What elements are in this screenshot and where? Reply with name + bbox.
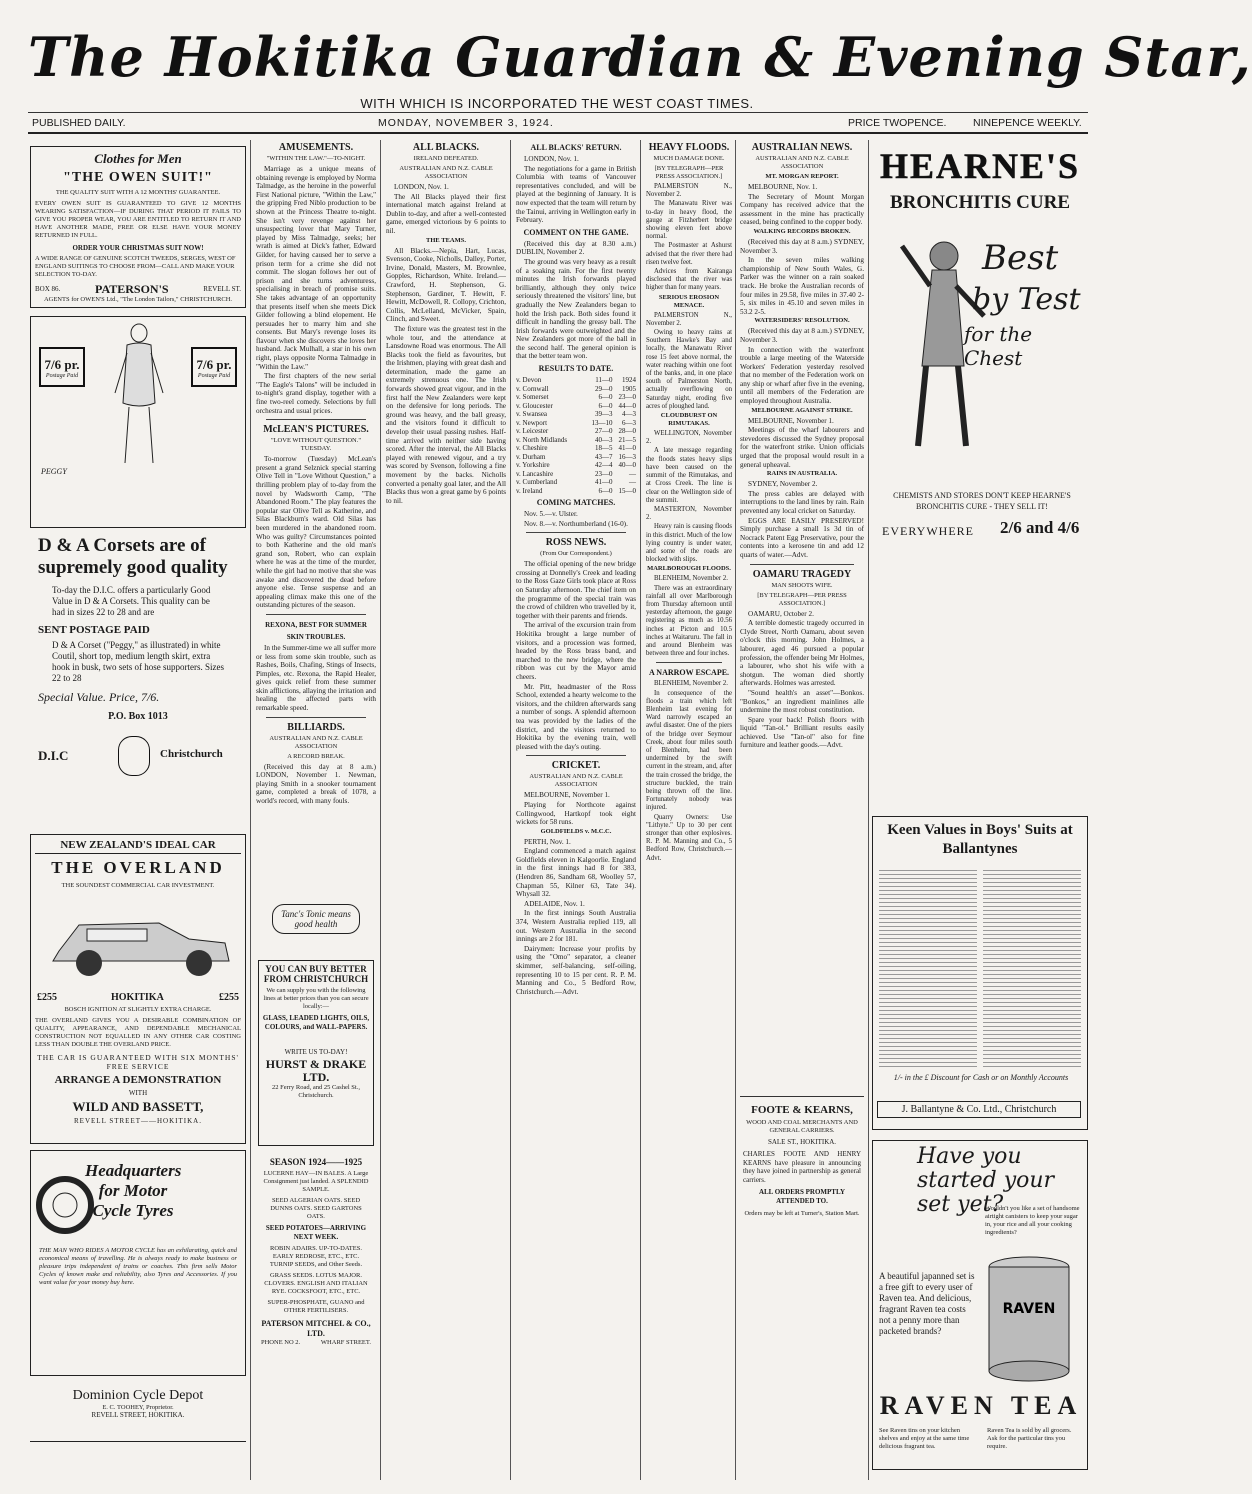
hearnes-price: 2/6 and 4/6 [1000,518,1080,537]
foote-body: CHARLES FOOTE AND HENRY KEARNS have pleasure in announcing they have joined in partnership as general carriers. [743,1150,861,1184]
floods-p10: A late message regarding the floods states heavy slips have been caused on the summit of the Rimutakas, and at Cross Creek. The line is clear on the Wellington side of the summit. [646,447,732,504]
aus-p8: (Received this day at 8 a.m.) SYDNEY, November 3. [740,327,864,344]
ross-sub: (From Our Correspondent.) [540,550,612,558]
coming-heading: COMING MATCHES. [536,498,616,508]
corset-postage-right: Postage Paid [197,373,231,379]
oamaru-p2: A terrible domestic tragedy occurred in Clyde Street, North Oamaru, about seven o'clock this morning. John Holmes, a labourer, aged 46 pursued a popular profession, the offender being Mr Holmes, a labourer, who shot his wife with a shotgun. The woman died shortly afterwards. Holmes was arrested. [740,619,864,688]
car-illustration-icon [39,895,239,981]
ballantyne-headline: Keen Values in Boys' Suits at Ballantynes [887,822,1073,857]
seed-potatoes: SEED POTATOES—ARRIVING NEXT WEEK. [265,1224,367,1241]
results-cell: v. North Midlands [516,435,568,444]
results-cell: 28—0 [618,427,636,436]
floods-p14: BLENHEIM, November 2. [654,575,728,583]
results-cell: 1924 [622,376,636,385]
overland-with: WITH [128,1089,148,1097]
all-blacks-column [386,140,506,1480]
billiards-cable: AUSTRALIAN AND N.Z. CABLE ASSOCIATION [269,734,363,750]
oamaru-telegraph: [BY TELEGRAPH—PER PRESS ASSOCIATION.] [757,591,847,607]
aus-p2: MELBOURNE, Nov. 1. [748,183,818,191]
floods-p11: MASTERTON, November 2. [646,505,732,522]
overland-price-left: £255 [37,992,57,1003]
results-cell: 41—0 [618,444,636,453]
coming-1: Nov. 5.—v. Ulster. [524,510,578,519]
results-cell: 41—0 [595,478,613,487]
ross-p3: Mr. Pitt, headmaster of the Ross School, extended a hearty welcome to the visitors, and the children afterwards sang a number of songs. A splendid afternoon tea was provided by the ladies of the district, and the visitors returned to Hokitika by the evening train, well pleased with the day's outing. [516,682,636,751]
aus-p15: The press cables are delayed with interruptions to the land lines by rain. Rain prevented any local cricket on Saturday. [740,489,864,515]
floods-heading: HEAVY FLOODS. [648,142,730,153]
overland-hokitika: HOKITIKA [111,992,164,1003]
oamaru-p3: "Sound health's an asset"—Bonkos. "Bonkos," an ingredient mainlines alle undermine the most robust constitution. [740,688,864,715]
omo-ad: Dairymen: Increase your profits by using the "Omo" separator, a cleaner skimmer, self-balancing, self-oiling, representing 10 to 15 per cent. R. P. M. Manning and Co., 5 Bedford Row, Christchurch.—Advt. [516,944,636,996]
paterson-street: WHARF STREET. [320,1339,371,1346]
owen-range: A WIDE RANGE OF GENUINE SCOTCH TWEEDS, SERGES, WEST OF ENGLAND SUITINGS TO CHOOSE FROM—CALL AND MAKE YOUR SELECTION TO-DAY. [35,255,236,278]
all-blacks-p2: The All Blacks played their first international match against Ireland at Dublin to-day, and after a well-contested game, emerged victorious by 6 points to nil. [386,192,506,235]
results-cell: v. Cumberland [516,478,558,487]
hurst-write: WRITE US TO-DAY! [284,1048,348,1056]
walking-heading: WALKING RECORDS BROKEN. [753,227,851,235]
results-cell: v. Newport [516,418,548,427]
escape-p1: BLENHEIM, November 2. [654,680,728,688]
comment-heading: COMMENT ON THE GAME. [523,227,629,237]
cycle-body: THE MAN WHO RIDES A MOTOR CYCLE has an exhilarating, quick and economical means of travelling. He is always ready to make business or pleasure trips independent of trains or coaches. This firm sells Motor Cycles of known make and reliability, also Tyres and Accessories. If you want value for your money buy here. [39,1247,237,1286]
overland-address: REVELL STREET——HOKITIKA. [74,1117,202,1125]
billiards-heading: BILLIARDS. [287,721,345,733]
cycle-depot [30,1382,246,1442]
foote-name: FOOTE & KEARNS, [751,1104,853,1116]
rains-heading: RAINS IN AUSTRALIA. [766,470,838,478]
results-table [516,376,636,495]
cricket-p4: England commenced a match against Goldfields eleven in Kalgoorlie. England in the first innings had 8 for 383, (Hendren 86, Sandham 68, Woolley 57, Chapman 55, Kilner 63, Tate 34). Whysall 32. [516,847,636,899]
results-cell: — [629,469,636,478]
corset-ad [30,316,246,528]
results-cell: 21—5 [618,435,636,444]
escape-p2: In consequence of the floods a train which left Blenheim last evening for Ward narrowly escaped an awful disaster. One of the piers of the bridge over Seymour Creek, about four miles south of Blenheim, had been undermined by the swift current in the stream, and, after the train crossed the bridge, the structure buckled, the train being thrown off the line. Fortunately nobody was injured. [646,689,732,812]
dateline [28,112,1088,134]
owen-subtitle: THE QUALITY SUIT WITH A 12 MONTHS' GUARANTEE. [55,189,221,196]
billiards-para: (Received this day at 8 a.m.) LONDON, November 1. Newman, playing Smith in a snooker tournament game, completed a break of 1078, a world's record, with many fouls. [256,762,376,806]
seed-oats: SEED ALGERIAN OATS. SEED DUNNS OATS. SEED GARTONS OATS. [270,1197,362,1220]
corset-offer: To-day the D.I.C. offers a particularly Good Value in D & A Corsets. This quality can be had in sizes 22 to 28 and are [52,585,211,617]
results-cell: 42—4 [595,461,613,470]
cricket-p5: ADELAIDE, Nov. 1. [524,899,585,908]
results-cell: v. Leicester [516,427,549,436]
results-cell: 29—0 [595,384,613,393]
melbourne-strike-heading: MELBOURNE AGAINST STRIKE. [751,406,853,414]
return-p2: The negotiations for a game in British Columbia with teams of Vancouver representatives concluded, and will be played at the beginning of January. It is now expected that the team will return by the Tainui, arriving in Wellington early in February. [516,164,636,225]
results-row [516,385,636,394]
comment-p1: (Received this day at 8.30 a.m.) DUBLIN, November 2. [516,239,636,257]
results-cell: — [629,478,636,487]
aus-p6: In the seven miles walking championship of New South Wales, G. Parker was the winner on a rain soaked track. He broke the Australian records of four miles in 29.58, five miles in 37.40 2-5, six miles in 45.10 and seven miles in 53.2 2-5. [740,256,864,316]
cricket-heading: CRICKET. [551,760,601,772]
erosion-heading: SERIOUS EROSION MENACE. [658,293,720,309]
paterson-mitchel-ad [258,1154,374,1454]
results-row [516,376,636,385]
mcleans-heading: McLEAN'S PICTURES. [263,424,369,436]
issue-date: MONDAY, NOVEMBER 3, 1924. [378,117,554,129]
corset-postage-left: Postage Paid [45,373,79,379]
return-heading: ALL BLACKS' RETURN. [530,143,622,152]
results-cell: 11—0 [595,376,613,385]
results-cell: 6—0 [598,401,613,410]
overland-sub: THE SOUNDEST COMMERCIAL CAR INVESTMENT. [61,882,215,889]
price: PRICE TWOPENCE. [848,117,947,129]
results-cell: 43—7 [595,452,613,461]
raven-name: RAVEN TEA [879,1391,1083,1420]
narrow-escape-heading: A NARROW ESCAPE. [648,668,730,678]
aus-p3: The Secretary of Mount Morgan Company has received advice that the assessment in the mine has practically ceased, being confined to the copper body. [740,192,864,227]
amusements-column [256,140,376,820]
amusements-para-2: The first chapters of the new serial "The Eagle's Talons" will be included in to-night's grand display, together with a fine two-reel comedy. Selections by full orchestra and usual prices. [256,372,376,415]
masthead-subtitle: WITH WHICH IS INCORPORATED THE WEST COAST TIMES. [360,96,754,111]
australian-column [740,140,864,970]
tea-canister-icon [981,1253,1077,1381]
results-cell: v. Cheshire [516,444,548,453]
cycle-headline: Headquarters for Motor Cycle Tyres [85,1161,182,1220]
fertilisers: SUPER-PHOSPHATE, GUANO and OTHER FERTILISERS. [267,1299,365,1314]
results-cell: 23—0 [618,393,636,402]
cycle-proprietor: E. C. TOOHEY, Proprietor. [102,1404,174,1411]
hurst-heading: YOU CAN BUY BETTER FROM CHRISTCHURCH [263,964,369,984]
results-cell: v. Swansea [516,410,548,419]
overland-title: THE OVERLAND [51,858,225,877]
overland-price-right: £255 [219,992,239,1003]
tancs-ad [258,900,374,950]
results-cell: v. Yorkshire [516,461,550,470]
aus-p9: In connection with the waterfront trouble a large meeting of the Waterside Workers' Federation yesterday resolved that no member of the Federation work on any ship or wharf after five in the evening, until all members of the Federation are employed throughout Australia. [740,345,864,406]
overland-body: THE OVERLAND GIVES YOU A DESIRABLE COMBINATION OF QUALITY, APPEARANCE, AND DEPENDABLE MECHANICAL CONSTRUCTION NOT EQUALLED IN ANY OTHER CAR COSTING LESS THAN DOUBLE THE OVERLAND PRICE. [35,1017,241,1048]
foote-address: SALE ST., HOKITIKA. [767,1138,837,1146]
svg-text:RAVEN: RAVEN [1002,1301,1056,1317]
owen-title: "THE OWEN SUIT!" [63,170,213,185]
ballantyne-firm: J. Ballantyne & Co. Ltd., Christchurch [877,1101,1081,1118]
rexona-para: In the Summer-time we all suffer more or less from some skin trouble, such as Rashes, Boils, Chafing, Stings of Insects, Pimples, etc. Rexona, the Rapid Healer, gives quick relief from these summer skin afflictions, allaying the irritation and healing the affected parts with remarkable speed. [256,643,376,713]
amusements-para-1: Marriage as a unique means of obtaining revenge is employed by Norma Talmadge, as the heroine in the powerful First National picture, "Within the Law," the gripping Fred Niblo production to be shown at the Princess Theatre to-night. She isn't very revenge against her unsuspecting lover that Mary Turner, played by Miss Talmadge, seeks; her wrath is aimed at Dick's father, Edward Gilder, for having caused her to serve a prison term for a crime she did not commit. The slogan follows her out of prison and she turns adventuress, specialising in breach of promise suits. She takes advantage of an opportunity that presents itself when she meets Dick Gilder following a blind elopement. He persuades her to marry him and she consents. But Mary's revenge loses its flavour when she discovers she loves her husband. Jack Mulhall, a star in his own right, plays opposite Norma Talmadge in "Within the Law." [256,165,376,371]
results-cell: 6—0 [598,486,613,495]
corset-illustration-icon [109,323,169,473]
return-column [516,140,636,1480]
hearnes-ad [872,146,1088,566]
all-blacks-p4: All Blacks.—Nepia, Hart, Lucas, Svenson, Cooke, Nicholls, Dalley, Porter, Irvine, Donald, Masters, M. Brownlee, Gopples, Richardson, White. Ireland.—Crawford, H. Stephenson, G. Stephenson, Gardiner, T. Hewitt, F. Hewitt, McDowell, R. Collopy, Crichton, Collis, McLelland, McVicker, Spain, Clinch, and Sweet. [386,246,506,324]
cycle-depot-name: Dominion Cycle Depot [72,1388,204,1403]
oamaru-p1: OAMARU, October 2. [748,609,814,618]
cycle-ad [30,1150,246,1376]
floods-p6: PALMERSTON N., November 2. [646,311,732,327]
results-cell: 15—0 [618,486,636,495]
results-cell: 6—0 [598,393,613,402]
all-blacks-cable: AUSTRALIAN AND N.Z. CABLE ASSOCIATION [399,165,493,180]
results-heading: RESULTS TO DATE. [538,364,614,374]
floods-p12: Heavy rain is causing floods in this district. Much of the low lying country is under water, and some of the roads are blocked with slips. [646,523,732,564]
dic-name: D.I.C [38,748,69,763]
dic-logo-icon [118,736,150,776]
all-blacks-heading: ALL BLACKS. [412,142,480,153]
results-cell: v. Cornwall [516,384,549,393]
corset-po-box: P.O. Box 1013 [108,711,168,722]
floods-p7: Owing to heavy rains at Southern Hawke's Bay and locally, the Manawatu River rose 15 feet above normal, the water reaching within one foot of the banks, and, in one place south of Palmerston North, actually overflowing on Saturday night, eroding five acres of ploughed land. [646,329,732,410]
cricket-cable: AUSTRALIAN AND N.Z. CABLE ASSOCIATION [529,773,623,789]
results-cell: 4—3 [622,410,636,419]
dic-city: Christchurch [160,748,223,760]
oamaru-heading: OAMARU TRAGEDY [752,568,852,580]
marlborough-heading: MARLBOROUGH FLOODS. [647,565,731,573]
mt-morgan-heading: MT. MORGAN REPORT. [765,173,839,180]
potato-varieties: ROBIN ADAIRS. UP-TO-DATES. EARLY REDROSE, ETC., ETC. TURNIP SEEDS, and Other Seeds. [269,1245,363,1268]
hearnes-slogan-1: Best [982,238,1059,278]
season-heading: SEASON 1924——1925 [269,1157,363,1167]
results-cell: 6—3 [622,418,636,427]
cycle-address: REVELL STREET, HOKITIKA. [91,1411,185,1419]
aus-p11: MELBOURNE, November 1. [748,416,834,425]
all-blacks-teams: THE TEAMS. [426,236,466,244]
results-cell: v. Somerset [516,393,549,402]
all-blacks-sub: IRELAND DEFEATED. [413,155,479,162]
results-cell: 39—3 [595,410,613,419]
floods-p2: The Manawatu River was to-day in heavy flood, the gauge at Fitzherbert bridge showing eleven feet above normal. [646,200,732,241]
results-row [516,410,636,419]
floods-telegraph: [BY TELEGRAPH—PER PRESS ASSOCIATION.] [654,165,724,180]
owen-agents: AGENTS for OWEN'S Ltd., "The London Tailors," CHRISTCHURCH. [43,296,233,303]
corset-price-left: 7/6 pr. [44,357,80,372]
results-cell: 40—0 [618,461,636,470]
overland-ad [30,834,246,1144]
results-cell: 1905 [622,384,636,393]
floods-p1: PALMERSTON N., November 2. [646,183,732,199]
comment-p2: The ground was very heavy as a result of a soaking rain. For the first twenty minutes the Irish forwards played brilliantly, although they only twice seriously threatened the visitors' line, but gradually the New Zealanders began to hold the Irish pack. Both sides found it difficult in handling the greasy ball. The Irish forwards were outweighted and the New Zealanders got more of the ball in the second half. The general opinion is that the better team won. [516,257,636,361]
ross-p1: The official opening of the new bridge crossing at Donnelly's Creek and leading to the Ross Gaze Girls took place at Ross on Saturday afternoon. The chief item on the programme of the special train was the crowd of children who travelled by it, together with their parents and friends. [516,560,636,620]
raven-right-note: Raven Tea is sold by all grocers. Ask for the particular tins you require. [987,1427,1072,1450]
owen-box: BOX 86. [35,285,61,293]
hearnes-chemists: CHEMISTS AND STORES DON'T KEEP HEARNE'S BRONCHITIS CURE - THEY SELL IT! [893,491,1071,511]
owen-name: PATERSON'S [95,282,169,296]
foote-kearns-ad [740,1096,864,1466]
ballantyne-listing-right [983,867,1081,1067]
results-row [516,444,636,453]
results-row [516,427,636,436]
paterson-name: PATERSON MITCHEL & CO., LTD. [261,1319,371,1338]
results-cell: 18—5 [595,444,613,453]
hurst-text: We can supply you with the following lines at better prices than you can secure locally:— [263,987,369,1010]
australian-cable: AUSTRALIAN AND N.Z. CABLE ASSOCIATION [755,155,849,170]
hearnes-slogan-3: for the Chest [964,322,1033,370]
aus-p12: Meetings of the wharf labourers and stevedores discussed the Sydney proposal for the waterfront strike. Union officials urged that the proposal would result in a general upheaval. [740,426,864,469]
results-row [516,419,636,428]
hurst-ad [258,960,374,1146]
results-cell: v. Gloucester [516,401,553,410]
owen-heading: Clothes for Men [94,151,182,166]
billiards-sub: A RECORD BREAK. [287,752,345,760]
overland-demo: ARRANGE A DEMONSTRATION [54,1074,222,1086]
results-cell: 40—3 [595,435,613,444]
raven-body: A beautiful japanned set is a free gift to every user of Raven tea. And delicious, fragrant Raven tea costs not a penny more than packeted brands? [879,1271,975,1336]
floods-sub: MUCH DAMAGE DONE. [653,155,725,162]
rexona-heading: REXONA, BEST FOR SUMMER SKIN TROUBLES. [265,620,367,641]
lithyte-ad: Quarry Owners: Use "Lithyte." Up to 30 per cent stronger than other explosives. R. P. M. Manning and Co., 5 Bedford Row, Christchurch.—Advt. [646,813,732,862]
all-blacks-p5: The fixture was the greatest test in the whole tour, and the attendance at Lansdowne Road was enormous. The All Blacks took the field as favourites, but the Irishmen, playing with great dash and determination, made the game an extremely strenuous one. The Irish forwards showed great vigour, and in the first half the New Zealanders were kept on the defensive for long periods. The ground was heavy, and the ball greasy, and the visitors found it difficult to develop their usual passing rushes. Half-time arrived with neither side having scored. After the interval, the All Blacks played with renewed vigour, and a try was scored by Svenson, following a fine movement by the backs. Nicholls converted a penalty goal later, and the All Blacks thus won a great game by 6 points to nil. [386,324,506,505]
floods-p3: The Postmaster at Ashurst advised that the river there had risen twelve feet. [646,242,732,266]
results-row [516,470,636,479]
corset-description: D & A Corset ("Peggy," as illustrated) in white Coutil, short top, medium length skirt, extra hook in busk, two sets of hose supporters. Sizes 22 to 28 [52,640,224,683]
lucerne-hay: LUCERNE HAY—IN BALES. A Large Consignment just landed. A SPLENDID SAMPLE. [263,1170,369,1193]
aus-p14: SYDNEY, November 2. [748,480,818,489]
hearnes-product: BRONCHITIS CURE [889,192,1070,213]
aus-p5: (Received this day at 8 a.m.) SYDNEY, November 3. [740,237,864,255]
hearnes-everywhere: EVERYWHERE [882,524,974,538]
raven-left-note: See Raven tins on your kitchen shelves and enjoy at the same time delicious fragrant tea. [879,1427,970,1450]
ross-p2: The arrival of the excursion train from Hokitika brought a large number of visitors, and a procession was formed, headed by the Ross brass band, and marched to the new bridge, where the ribbon was cut by the Mayor amid cheers. [516,621,636,681]
ross-heading: ROSS NEWS. [545,537,607,549]
mcleans-para: To-morrow (Tuesday) McLean's present a grand Selznick special starring Olive Tell in "Love Without Question," a thrilling problem play of to-day from the novel by Wadsworth Camp, "The Abandoned Room." The play features the popular star Olive Tell as Katherine, and Silas Blackburn's ward. Old Silas has been murdered in the abandoned room. Who was guilty? Circumstances pointed to both Katherine and the old man's grand son, Robert, who can explain where he was at the time of the murder, while the girl had no motive that she was awake and discovered the dead before anyone else. Tense suspense and an appealing climax make this one of the outstanding pictures of the season. [256,455,376,610]
corset-price-right: 7/6 pr. [196,357,232,372]
results-row [516,453,636,462]
foote-services: WOOD AND COAL MERCHANTS AND GENERAL CARRIERS. [746,1119,858,1134]
cricket-p3: PERTH, Nov. 1. [524,837,571,846]
hurst-address: 22 Ferry Road, and 25 Cashel St., Christchurch. [272,1084,360,1099]
weekly-price: NINEPENCE WEEKLY. [973,117,1082,129]
hurst-lines: GLASS, LEADED LIGHTS, OILS, COLOURS, and WALL-PAPERS. [262,1014,370,1031]
owen-body: EVERY OWEN SUIT IS GUARANTEED TO GIVE 12 MONTHS WEARING SATISFACTION—IF DURING THAT PERIOD IT FAILS TO GIVE YOU PROPER WEAR, YOU ARE ENTITLED TO RETURN IT AND HAVE ANOTHER MADE, FREE OR ELSE HAVE YOUR MONEY RETURNED IN FULL. [35,200,241,239]
floods-p15: There was an extraordinary rainfall all over Marlborough from Thursday afternoon until yesterday afternoon, the gauge registering as much as 10.56 inches at Picton and 10.5 inches at Waitaruru. The fall in and around Blenheim was between three and four inches. [646,584,732,658]
cricket-p6: In the first innings South Australia 374, Western Australia replied 119, all out. Western Australia in the second innings are 2 for 181. [516,909,636,944]
results-row [516,487,636,496]
eggs-ad: EGGS ARE EASILY PRESERVED! Simply purchase a small 1s 3d tin of Nocrack Patent Egg Preservative, pour the contents into a kerosene tin and add 12 quarts of water.—Advt. [740,516,864,559]
cricket-p2: Playing for Northcote against Collingwood, Hartkopf took eight wickets for 58 runs. [516,800,636,827]
ballantyne-discount: 1/- in the £ Discount for Cash or on Monthly Accounts [893,1073,1069,1082]
cloudburst-heading: CLOUDBURST ON RIMUTAKAS. [660,412,718,428]
coming-2: Nov. 8.—v. Northumberland (16-0). [524,519,628,528]
grass-seeds: GRASS SEEDS. LOTUS MAJOR. CLOVERS. ENGLISH AND ITALIAN RYE. COCKSFOOT, ETC., ETC. [264,1272,368,1295]
owen-order: ORDER YOUR CHRISTMAS SUIT NOW! [72,244,204,252]
overland-firm: WILD AND BASSETT, [72,1099,204,1114]
overland-ignition: BOSCH IGNITION AT SLIGHTLY EXTRA CHARGE. [64,1006,212,1013]
results-row [516,393,636,402]
corset-name: PEGGY [41,467,67,476]
tyre-icon [37,1165,93,1245]
results-cell: 44—0 [618,401,636,410]
results-row [516,461,636,470]
hurst-name: HURST & DRAKE LTD. [265,1057,367,1084]
tanol-ad: Spare your back! Polish floors with liquid "Tan-ol." Brilliant results easily achieved. Use "Tan-ol" also for fine furniture and leather goods.—Advt. [740,715,864,750]
floods-p4: Advices from Kairanga disclosed that the river was higher than for many years. [646,268,732,292]
results-cell: 16—3 [618,452,636,461]
raven-headline: Have you started your set yet? [917,1144,1055,1217]
tancs-text: Tanc's Tonic means good health [272,904,360,934]
results-cell: 27—0 [595,427,613,436]
ballantyne-listing-left [879,867,977,1067]
owen-suit-ad [30,146,246,308]
corset-text [30,532,246,832]
foote-left: Orders may be left at Turner's, Station Mart. [744,1210,860,1217]
overland-guarantee: THE CAR IS GUARANTEED WITH SIX MONTHS' FREE SERVICE [37,1053,239,1071]
overland-heading: NEW ZEALAND'S IDEAL CAR [35,839,241,854]
ballantyne-ad [872,816,1088,1130]
amusements-sub: "WITHIN THE LAW."—TO-NIGHT. [266,155,366,162]
results-cell: v. Devon [516,376,542,385]
paterson-phone: PHONE NO 2. [261,1339,301,1346]
foote-orders: ALL ORDERS PROMPTLY ATTENDED TO. [758,1188,846,1205]
return-p1: LONDON, Nov. 1. [524,155,579,163]
amusements-heading: AMUSEMENTS. [278,142,354,153]
results-cell: v. Durham [516,452,546,461]
watersiders-heading: WATERSIDERS' RESOLUTION. [754,317,850,325]
cricket-p1: MELBOURNE, November 1. [524,791,610,800]
mcleans-sub: "LOVE WITHOUT QUESTION." TUESDAY. [270,437,362,453]
masthead-title: The Hokitika Guardian & Evening Star, [28,25,1252,89]
cricket-sub1: GOLDFIELDS v. M.C.C. [540,827,612,835]
results-cell: 13—10 [591,418,613,427]
results-cell: v. Ireland [516,486,543,495]
oamaru-sub: MAN SHOOTS WIFE. [771,581,833,589]
floods-column [646,140,732,1480]
australian-heading: AUSTRALIAN NEWS. [751,142,853,153]
floods-p9: WELLINGTON, November 2. [646,430,732,446]
corset-special-value: Special Value. Price, 7/6. [38,690,160,704]
results-cell: 23—0 [595,469,613,478]
owen-addr: REVELL ST. [203,285,241,293]
corset-headline: D & A Corsets are of supremely good quality [38,535,228,578]
raven-question: Wouldn't you like a set of handsome airtight canisters to keep your sugar in, your rice and all your cooking ingredients? [985,1205,1080,1236]
results-row [516,436,636,445]
hearnes-name: HEARNE'S [879,146,1081,186]
raven-tea-ad [872,1140,1088,1470]
all-blacks-p1: LONDON, Nov. 1. [394,183,449,191]
corset-postage-paid: SENT POSTAGE PAID [38,624,150,636]
results-row [516,402,636,411]
results-cell: v. Lancashire [516,469,554,478]
hearnes-slogan-2: by Test [972,282,1081,317]
published-daily: PUBLISHED DAILY. [32,117,126,129]
results-row [516,478,636,487]
